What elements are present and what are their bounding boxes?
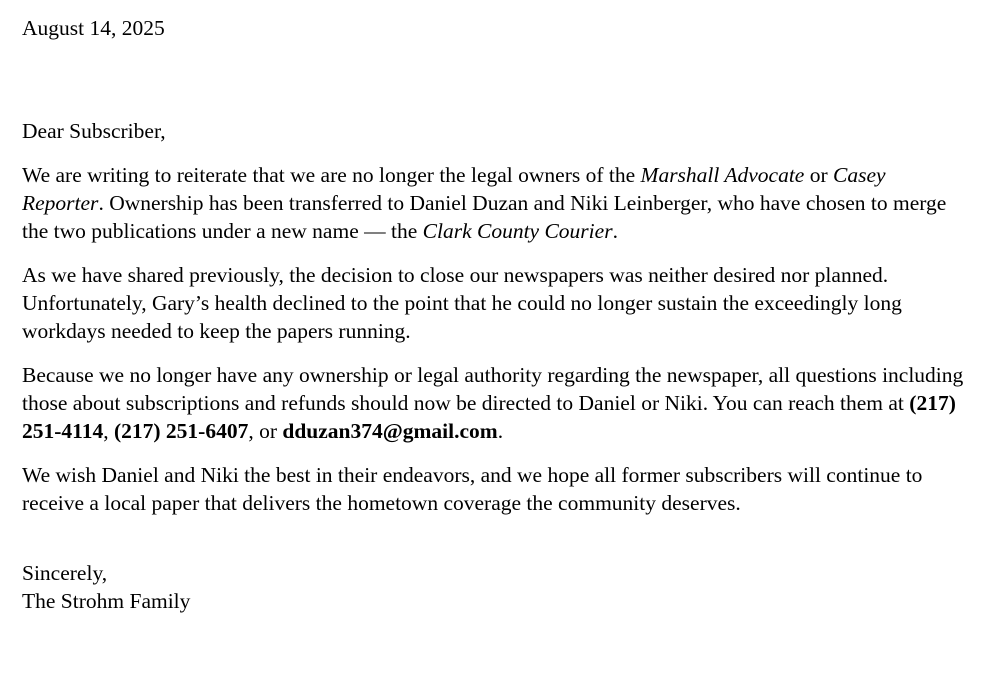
paragraph-closure: As we have shared previously, the decision to close our newspapers was neither desired nor planned. Unfortunately, Gary’s health declined to the point that he could no longer sustain the exceedingly long workdays needed to keep the papers running. bbox=[22, 263, 902, 343]
text-segment: . Ownership has been transferred to Daniel Duzan and Niki Leinberger, who have chosen to merge the two publications under a new name — the bbox=[22, 191, 947, 243]
text-segment: Because we no longer have any ownership or legal authority regarding the newspaper, all questions including those about subscriptions and refunds should now be directed to Daniel or Niki. You can reach them at bbox=[22, 363, 964, 415]
letter-date: August 14, 2025 bbox=[22, 16, 165, 40]
text-segment: . bbox=[612, 219, 618, 243]
paragraph-wishes: We wish Daniel and Niki the best in their endeavors, and we hope all former subscribers will continue to receive a local paper that delivers the hometown coverage the community deserves. bbox=[22, 463, 923, 515]
paragraph-contact bbox=[22, 361, 972, 445]
text-segment: or bbox=[804, 163, 834, 187]
phone-number-1: (217) 251-4114 bbox=[22, 391, 956, 443]
closing-block bbox=[22, 559, 972, 615]
signature: The Strohm Family bbox=[22, 589, 191, 613]
text-segment: . bbox=[497, 419, 504, 443]
email-address: dduzan374@gmail.com bbox=[282, 419, 498, 443]
publication-clark-county-courier: Clark County Courier bbox=[422, 219, 613, 243]
letter bbox=[22, 14, 972, 615]
phone-number-2: (217) 251-6407 bbox=[113, 419, 249, 443]
paragraph-ownership bbox=[22, 161, 972, 245]
closing-salutation: Sincerely, bbox=[22, 561, 108, 585]
publication-casey-reporter: Casey Reporter bbox=[22, 163, 886, 215]
text-segment: , or bbox=[248, 419, 283, 443]
text-segment: , bbox=[103, 419, 114, 443]
salutation: Dear Subscriber, bbox=[22, 119, 166, 143]
text-segment: We are writing to reiterate that we are no longer the legal owners of the bbox=[22, 163, 641, 187]
publication-marshall-advocate: Marshall Advocate bbox=[640, 163, 805, 187]
